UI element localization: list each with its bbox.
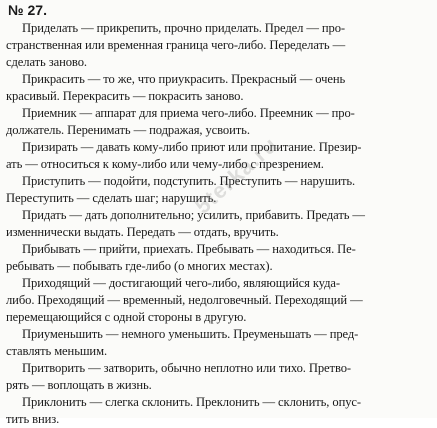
text-line: ать — относиться к кому-либо или чему-либо с презрением. [6,157,324,171]
text-line: Приемник — аппарат для приема чего-либо. Преемник — про- [22,106,355,120]
text-line: Придать — дать дополнительно; усилить, прибавить. Предать — [22,208,365,222]
exercise-number: № 27. [8,2,47,18]
text-line: изменнически выдать. Передать — отдать, вручить. [6,225,279,239]
text-line: Переступить — сделать шаг; нарушить. [6,191,217,205]
text-line: странственная или временная граница чего-либо. Переделать — [6,38,346,52]
text-line: ребывать — побывать где-либо (о многих местах). [6,259,273,273]
text-line: Притворить — затворить, обычно неплотно или тихо. Претво- [22,361,352,375]
text-line: Прикрасить — то же, что приукрасить. Прекрасный — очень [22,72,346,86]
watermark: 5terka.ru [190,131,283,219]
text-line: Приступить — подойти, подступить. Преступить — нарушить. [22,174,356,188]
text-line: Приуменьшить — немного уменьшить. Преуменьшать — пред- [22,327,359,341]
text-line: сделать заново. [6,55,87,69]
text-line: должатель. Перенимать — подражая, усвоить. [6,123,250,137]
text-line: либо. Преходящий — временный, недолговечный. Переходящий — [6,293,363,307]
text-line: Приклонить — слегка склонить. Преклонить — склонить, опус- [22,395,361,409]
text-line: Приделать — прикрепить, прочно приделать. Предел — про- [22,21,346,35]
text-line: Призирать — давать кому-либо приют или пропитание. Презир- [22,140,362,154]
text-line: ставлять меньшим. [6,344,107,358]
text-line: перемещающийся с одной стороны в другую. [6,310,247,324]
text-line: красивый. Перекрасить — покрасить заново. [6,89,244,103]
text-line: Приходящий — достигающий чего-либо, являющийся куда- [22,276,340,290]
text-line: рять — воплощать в жизнь. [6,378,152,392]
text-line: Прибывать — прийти, приехать. Пребывать — находиться. Пе- [22,242,356,256]
text-line: тить вниз. [6,412,60,426]
